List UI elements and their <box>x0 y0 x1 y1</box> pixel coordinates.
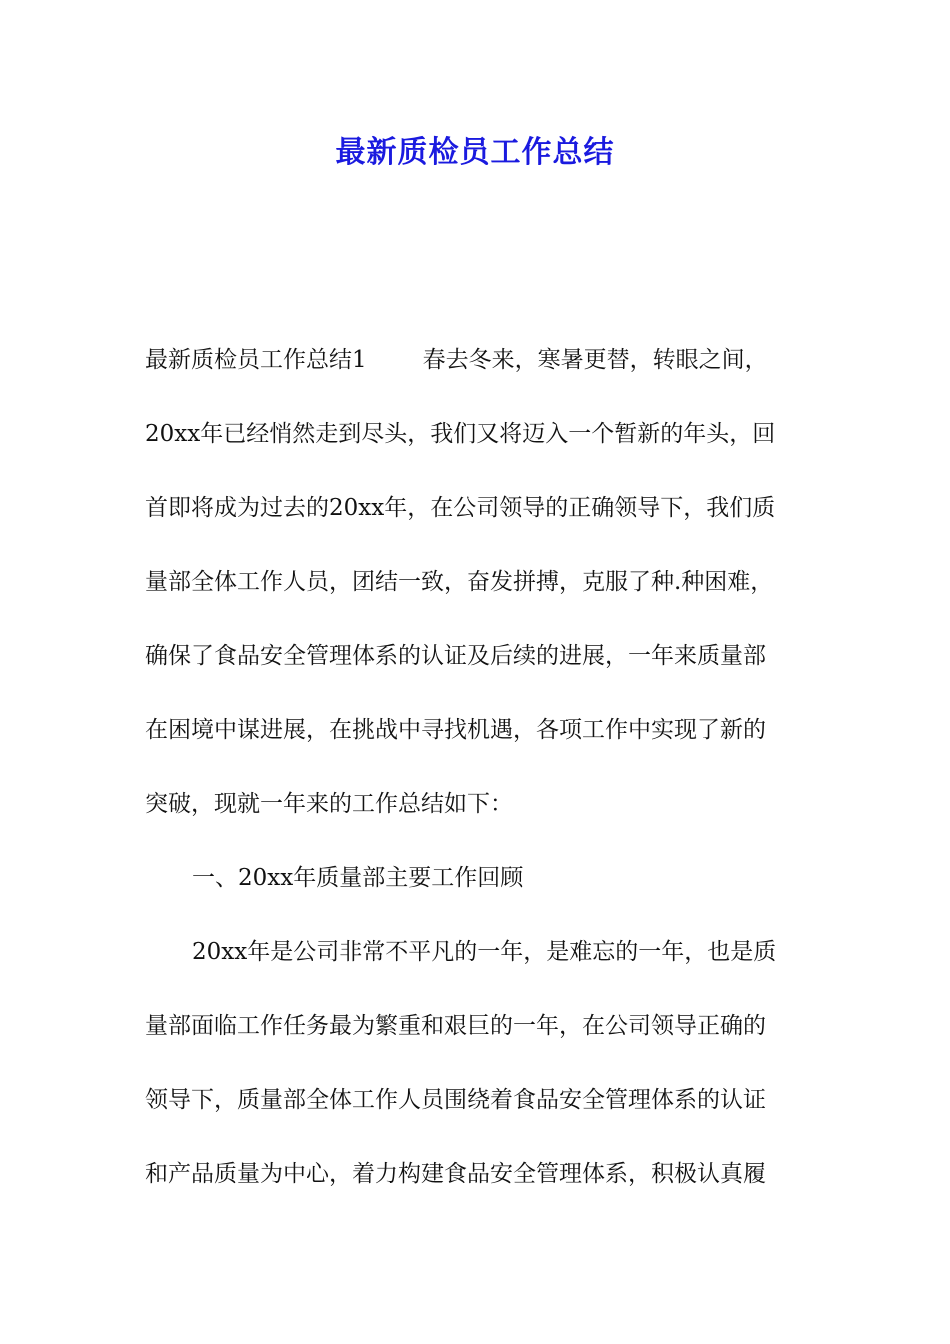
paragraph-line-2: 20xx年已经悄然走到尽头，我们又将迈入一个暂新的年头，回 <box>145 421 776 447</box>
paragraph2-line-2: 量部面临工作任务最为繁重和艰巨的一年，在公司领导正确的 <box>145 1013 766 1039</box>
paragraph2-line-1: 20xx年是公司非常不平凡的一年，是难忘的一年，也是质 <box>192 939 777 965</box>
paragraph-text: 春去冬来，寒暑更替，转眼之间， <box>422 347 768 373</box>
paragraph2-line-4: 和产品质量为中心，着力构建食品安全管理体系，积极认真履 <box>145 1161 766 1187</box>
paragraph-line-1 <box>145 340 768 380</box>
paragraph-line-6: 在困境中谋进展，在挑战中寻找机遇，各项工作中实现了新的 <box>145 717 766 743</box>
paragraph-line-5: 确保了食品安全管理体系的认证及后续的进展，一年来质量部 <box>145 643 766 669</box>
paragraph2-line-3: 领导下，质量部全体工作人员围绕着食品安全管理体系的认证 <box>145 1087 766 1113</box>
paragraph-line-3: 首即将成为过去的20xx年，在公司领导的正确领导下，我们质 <box>145 495 776 521</box>
document-title: 最新质检员工作总结 <box>335 135 615 170</box>
paragraph-line-7: 突破，现就一年来的工作总结如下： <box>145 791 513 817</box>
section-heading: 一、20xx年质量部主要工作回顾 <box>192 865 524 891</box>
section-heading-inline: 最新质检员工作总结1 <box>145 347 367 373</box>
paragraph-line-4: 量部全体工作人员，团结一致，奋发拼搏，克服了种.种困难， <box>145 569 774 595</box>
